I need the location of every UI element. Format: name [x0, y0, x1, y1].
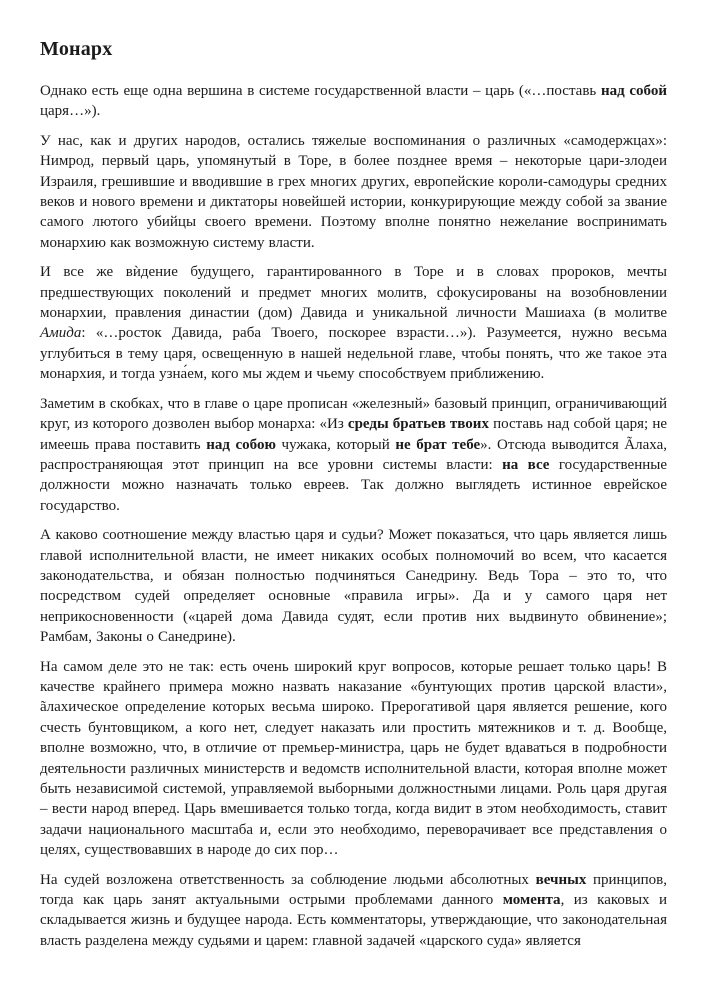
text-run: У нас, как и других народов, остались тяжелые воспоминания о различных «самодержцах»: Нимрод, первый царь, упомянутый в Торе, в более позднее время – некоторые цари-злодеи Израиля, грешившие и вводившие в грех многих других, европейские короли-самодуры средних веков и нового времени и диктаторы новейшей истории, конкурирующие между собой за звание самого лютого убийцы своего времени. Поэтому вполне понятно нежелание воспринимать монархию как возможную систему власти. — [40, 132, 667, 251]
text-run: ». Отсюда выводится Ãлаха, распространяющая этот принцип на все уровни системы власти: — [40, 436, 667, 473]
document-body — [40, 81, 667, 951]
text-run: государственные должности можно назначать только евреев. Так должно выглядеть истинное еврейское государство. — [40, 456, 667, 514]
bold-run: на все — [502, 456, 550, 473]
paragraph-6 — [40, 657, 667, 861]
text-run: На судей возложена ответственность за соблюдение людьми абсолютных — [40, 871, 536, 888]
text-run: На самом деле это не так: есть очень широкий круг вопросов, которые решает только царь! В качестве крайнего примера можно назвать наказание «бунтующих против царской власти», ãлахическое определение которых весьма широко. Прерогативой царя является решение, кого счесть бунтовщиком, а кого нет, следует наказать или простить мятежников и т. д. Вообще, вполне возможно, что, в отличие от премьер-министра, царь не будет вдаваться в подробности деятельности различных министерств и ведомств исполнительной власти, которая вполне может быть независимой системой, управляемой выборными должностными лицами. Роль царя другая – вести народ вперед. Царь вмешивается только тогда, когда видит в этом необходимость, ставит задачи национального масштаба и, если это необходимо, переворачивает все представления о целях, существовавших в народе до сих пор… — [40, 658, 667, 859]
bold-run: не брат тебе — [395, 436, 481, 453]
paragraph-1 — [40, 81, 667, 122]
text-run: чужака, который — [275, 436, 396, 453]
paragraph-4 — [40, 394, 667, 516]
text-run: Заметим в скобках, что в главе о царе прописан «железный» базовый принцип, ограничивающий круг, из которого дозволен выбор монарха: «Из — [40, 395, 667, 433]
bold-run: над собою — [206, 436, 276, 453]
page-title: Монарх — [40, 38, 113, 60]
text-run: , из каковых и складывается жизнь и будущее народа. Есть комментаторы, утверждающие, что законодательная власть разделена между судьями и царем: главной задачей «царского суда» является — [40, 892, 667, 949]
text-run: поставь над собой царя; не имеешь права поставить — [40, 416, 667, 453]
text-run: принципов, тогда как царь занят актуальными острыми проблемами данного — [40, 871, 668, 909]
text-run: И все же вѝдение будущего, гарантированного в Торе и в словах пророков, мечты предшествующих поколений и предмет многих молитв, сфокусированы на возобновлении монархии, правления династии (дом) Давида и уникальной личности Машиаха (в молитве — [40, 264, 667, 322]
paragraph-2 — [40, 131, 667, 253]
bold-run: над собой — [600, 83, 667, 99]
text-run: : «…росток Давида, раба Твоего, поскорее взрасти…»). Разумеется, нужно весьма углубиться в тему царя, освещенную в нашей недельной главе, чтобы понять, что же такое эта монархия, и тогда узна́ем, кого мы ждем и чьему способствуем приближению. — [40, 325, 667, 383]
text-run: А каково соотношение между властью царя и судьи? Может показаться, что царь является лишь главой исполнительной власти, не имеет никаких особых полномочий во всем, что касается законодательства, и обязан полностью подчиняться Санедрину. Ведь Тора – это то, что посредством судей определяет основные «правила игры». Да и у самого царя нет неприкосновенности («царей дома Давида судят, если против них выдвинуто обвинение»; Рамбам, Законы о Санедрине). — [40, 527, 667, 646]
text-run: Однако есть еще одна вершина в системе государственной власти – царь («…поставь — [40, 83, 601, 99]
bold-run: среды братьев твоих — [347, 416, 489, 433]
bold-run: вечных — [535, 871, 587, 888]
paragraph-3 — [40, 262, 667, 384]
italic-run: Амида — [40, 325, 82, 342]
text-run: царя…»). — [40, 103, 101, 120]
paragraph-5 — [40, 525, 667, 647]
bold-run: момента — [502, 892, 561, 909]
paragraph-7 — [40, 870, 667, 952]
